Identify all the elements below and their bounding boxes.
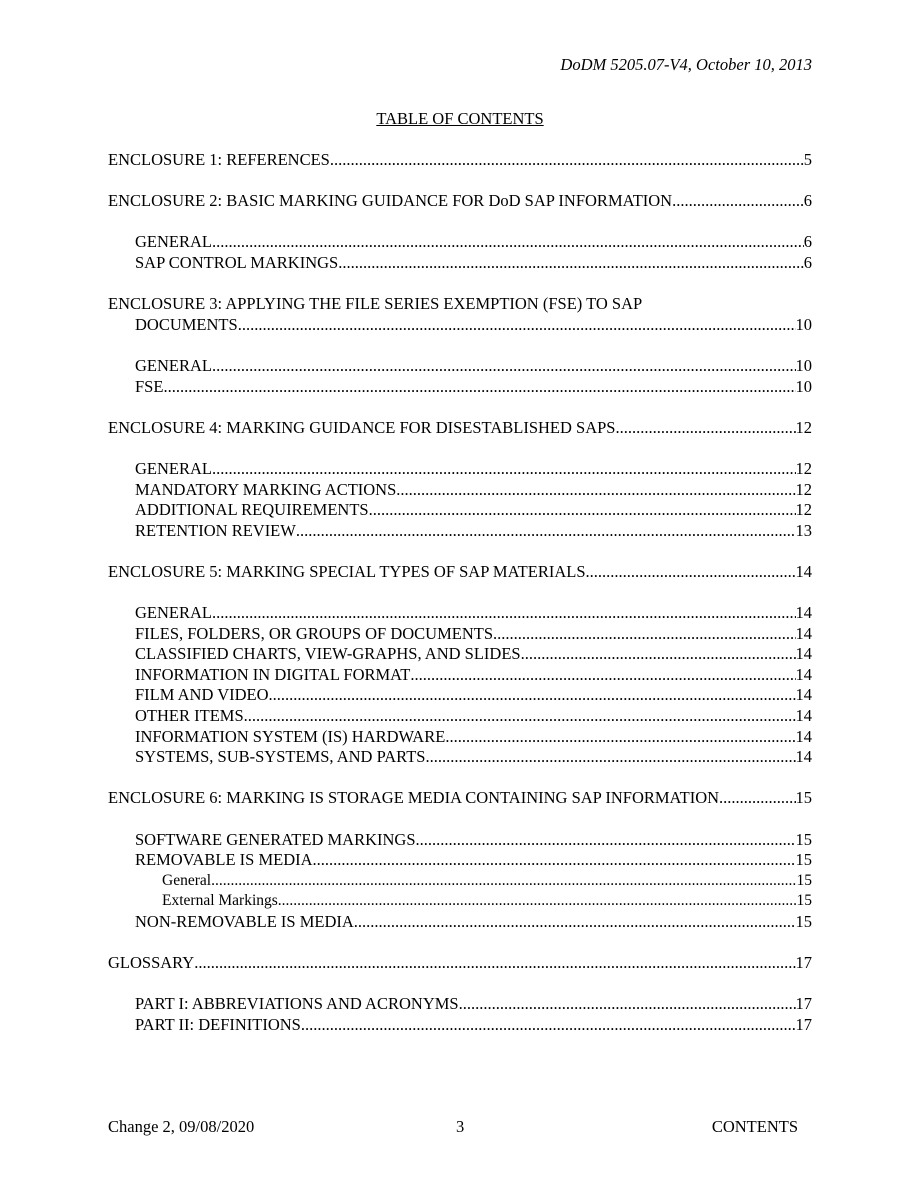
toc-page-number: 14 — [795, 747, 812, 767]
toc-entry-label: DOCUMENTS — [135, 314, 238, 334]
change-notice: Change 2, 09/08/2020 — [108, 1117, 255, 1136]
toc-entry-label: GENERAL — [135, 232, 212, 252]
toc-entry-label: ENCLOSURE 1: REFERENCES — [108, 150, 330, 169]
page-number: 3 — [456, 1117, 465, 1136]
toc-entry-label: FILES, FOLDERS, OR GROUPS OF DOCUMENTS — [135, 623, 494, 643]
toc-entry-label: MANDATORY MARKING ACTIONS — [135, 479, 397, 499]
toc-page-number: 15 — [795, 850, 812, 870]
toc-entry-label: REMOVABLE IS MEDIA — [135, 850, 313, 870]
dot-leader — [410, 665, 795, 686]
toc-subentry[interactable] — [108, 994, 812, 1015]
dot-leader — [194, 953, 795, 974]
toc-subentry[interactable] — [108, 356, 812, 377]
toc-entry-label: GLOSSARY — [108, 953, 195, 973]
toc-page-number: 15 — [796, 871, 812, 889]
toc-glossary[interactable] — [108, 953, 812, 974]
dot-leader — [354, 912, 796, 933]
toc-subentry[interactable] — [108, 500, 812, 521]
dot-leader — [330, 150, 804, 171]
toc-entry-label: External Markings — [162, 892, 278, 910]
toc-entry-label: General — [162, 871, 212, 889]
toc-subentry[interactable] — [108, 624, 812, 645]
toc-subentry[interactable] — [108, 1015, 812, 1036]
toc-entry-label: CLASSIFIED CHARTS, VIEW-GRAPHS, AND SLIDES — [135, 644, 521, 664]
toc-entry-label: ENCLOSURE 2: BASIC MARKING GUIDANCE FOR DoD SAP INFORMATION — [108, 191, 673, 211]
toc-page-number: 17 — [795, 994, 812, 1014]
toc-entry-label: FILM AND VIDEO — [135, 685, 269, 705]
dot-leader — [212, 232, 804, 253]
toc-subentry[interactable] — [108, 685, 812, 706]
toc-page-number: 17 — [795, 1014, 812, 1034]
dot-leader — [338, 253, 804, 274]
dot-leader — [615, 418, 795, 439]
toc-subentry[interactable] — [108, 459, 812, 480]
toc-page-number: 12 — [795, 500, 812, 520]
toc-enclosure-6[interactable] — [108, 788, 812, 809]
toc-enclosure-3[interactable] — [108, 315, 812, 336]
toc-page-number: 14 — [795, 706, 812, 726]
toc-page-number: 15 — [795, 788, 812, 808]
toc-subentry[interactable] — [108, 706, 812, 727]
dot-leader — [238, 315, 796, 336]
toc-page-number: 15 — [795, 911, 812, 931]
toc-page-number: 14 — [795, 623, 812, 643]
toc-subentry[interactable] — [108, 912, 812, 933]
toc-enclosure-2[interactable] — [108, 191, 812, 212]
dot-leader — [586, 562, 796, 583]
toc-page-number: 14 — [795, 685, 812, 705]
toc-entry-label: GENERAL — [135, 458, 212, 478]
dot-leader — [212, 603, 796, 624]
toc-page-number: 15 — [796, 892, 812, 910]
toc-subentry[interactable] — [108, 747, 812, 768]
toc-subentry[interactable] — [108, 644, 812, 665]
dot-leader — [278, 891, 797, 912]
toc-subsubentry[interactable] — [108, 891, 812, 912]
table-of-contents — [108, 150, 812, 1036]
toc-page-number: 13 — [795, 520, 812, 540]
toc-page-number: 14 — [795, 644, 812, 664]
dot-leader — [296, 521, 796, 542]
dot-leader — [396, 480, 795, 501]
toc-subentry[interactable] — [108, 665, 812, 686]
toc-page-number: 12 — [795, 458, 812, 478]
toc-entry-label: OTHER ITEMS — [135, 706, 244, 726]
toc-entry-label: ADDITIONAL REQUIREMENTS — [135, 500, 369, 520]
dot-leader — [719, 788, 795, 809]
dot-leader — [163, 377, 795, 398]
toc-subentry[interactable] — [108, 521, 812, 542]
toc-page-number: 15 — [795, 829, 812, 849]
dot-leader — [493, 624, 795, 645]
toc-subentry[interactable] — [108, 377, 812, 398]
toc-page-number: 10 — [795, 376, 812, 396]
toc-page-number: 14 — [795, 561, 812, 581]
toc-subentry[interactable] — [108, 232, 812, 253]
toc-entry-label: RETENTION REVIEW — [135, 520, 296, 540]
dot-leader — [521, 644, 796, 665]
toc-page-number: 6 — [803, 252, 812, 272]
toc-entry-label: GENERAL — [135, 603, 212, 623]
toc-entry-label: ENCLOSURE 4: MARKING GUIDANCE FOR DISESTABLISHED SAPS — [108, 417, 616, 437]
toc-page-number: 14 — [795, 603, 812, 623]
toc-entry-label: SOFTWARE GENERATED MARKINGS — [135, 829, 416, 849]
toc-subentry[interactable] — [108, 727, 812, 748]
toc-entry-label: INFORMATION SYSTEM (IS) HARDWARE — [135, 726, 446, 746]
dot-leader — [244, 706, 796, 727]
toc-page-number: 6 — [803, 191, 812, 211]
toc-entry-label: GENERAL — [135, 355, 212, 375]
section-label: CONTENTS — [711, 1117, 798, 1136]
page-footer — [108, 1117, 798, 1139]
toc-page-number: 5 — [803, 150, 812, 169]
dot-leader — [212, 459, 796, 480]
toc-entry-label: PART II: DEFINITIONS — [135, 1014, 301, 1034]
toc-subentry[interactable] — [108, 830, 812, 851]
toc-entry-label: PART I: ABBREVIATIONS AND ACRONYMS — [135, 994, 459, 1014]
toc-entry-label: ENCLOSURE 5: MARKING SPECIAL TYPES OF SAP MATERIALS — [108, 561, 586, 581]
dot-leader — [313, 850, 796, 871]
toc-entry-label: ENCLOSURE 6: MARKING IS STORAGE MEDIA CONTAINING SAP INFORMATION — [108, 788, 720, 808]
page-title: TABLE OF CONTENTS — [376, 109, 544, 128]
toc-page-number: 10 — [795, 355, 812, 375]
dot-leader — [212, 356, 796, 377]
toc-page-number: 6 — [803, 232, 812, 252]
toc-page-number: 14 — [795, 664, 812, 684]
toc-page-number: 17 — [795, 953, 812, 973]
toc-enclosure-3-line1[interactable]: ENCLOSURE 3: APPLYING THE FILE SERIES EXEMPTION (FSE) TO SAP — [108, 294, 643, 314]
toc-subentry[interactable] — [108, 603, 812, 624]
document-header: DoDM 5205.07-V4, October 10, 2013 — [560, 55, 812, 74]
toc-enclosure-5[interactable] — [108, 562, 812, 583]
dot-leader — [672, 191, 804, 212]
dot-leader — [301, 1015, 796, 1036]
toc-subsubentry[interactable] — [108, 871, 812, 892]
dot-leader — [445, 727, 795, 748]
toc-entry-label: FSE — [135, 376, 164, 396]
dot-leader — [459, 994, 796, 1015]
dot-leader — [369, 500, 796, 521]
toc-enclosure-1[interactable] — [108, 150, 812, 171]
toc-page-number: 10 — [795, 314, 812, 334]
toc-entry-label: SAP CONTROL MARKINGS — [135, 252, 339, 272]
toc-page-number: 12 — [795, 479, 812, 499]
dot-leader — [211, 871, 796, 892]
toc-entry-label: INFORMATION IN DIGITAL FORMAT — [135, 664, 411, 684]
toc-subentry[interactable] — [108, 480, 812, 501]
dot-leader — [416, 830, 796, 851]
toc-enclosure-4[interactable] — [108, 418, 812, 439]
dot-leader — [269, 685, 796, 706]
dot-leader — [425, 747, 795, 768]
toc-subentry[interactable] — [108, 253, 812, 274]
toc-entry-label: SYSTEMS, SUB-SYSTEMS, AND PARTS — [135, 747, 426, 767]
toc-page-number: 12 — [795, 417, 812, 437]
toc-entry-label: NON-REMOVABLE IS MEDIA — [135, 911, 354, 931]
toc-subentry[interactable] — [108, 850, 812, 871]
toc-page-number: 14 — [795, 726, 812, 746]
